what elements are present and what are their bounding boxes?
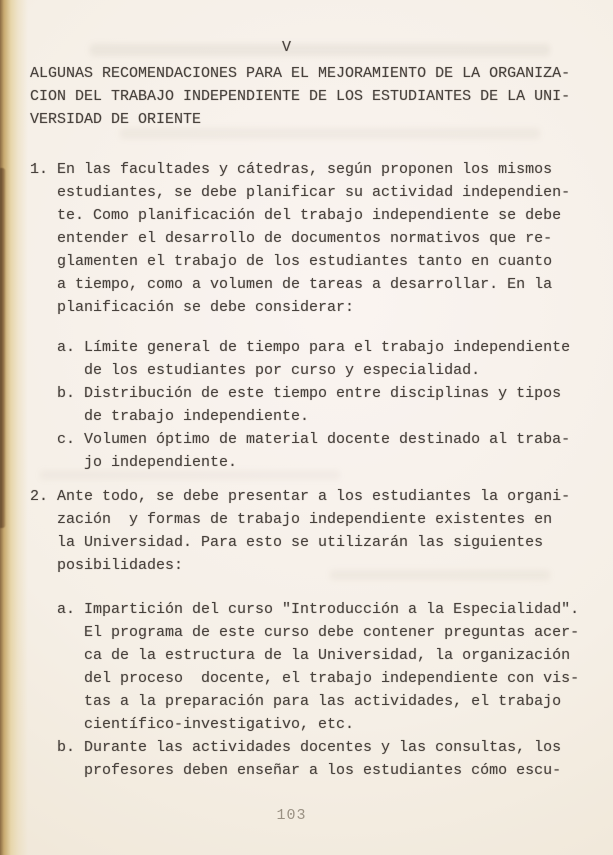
page-number: 103 xyxy=(276,807,307,824)
text-line: a. Límite general de tiempo para el trabajo independiente xyxy=(30,339,571,356)
document-title xyxy=(30,62,605,131)
text-line: a. Impartición del curso "Introducción a la Especialidad". xyxy=(30,601,580,618)
text-line: del proceso docente, el trabajo independiente con vis- xyxy=(30,670,580,687)
text-line: posibilidades: xyxy=(30,557,184,574)
text-line: científico-investigativo, etc. xyxy=(30,716,355,733)
text-line: a tiempo, como a volumen de tareas a desarrollar. En la xyxy=(30,276,553,293)
text-line: VERSIDAD DE ORIENTE xyxy=(30,111,202,128)
text-line: 1. En las facultades y cátedras, según proponen los mismos xyxy=(30,161,553,178)
text-line: El programa de este curso debe contener preguntas acer- xyxy=(30,624,580,641)
numbered-paragraph-1 xyxy=(30,158,605,319)
text-line: estudiantes, se debe planificar su actividad independien- xyxy=(30,184,571,201)
text-line: tas a la preparación para las actividades, el trabajo xyxy=(30,693,562,710)
text-line: de los estudiantes por curso y especialidad. xyxy=(30,362,481,379)
text-line: planificación se debe considerar: xyxy=(30,299,355,316)
text-line: CION DEL TRABAJO INDEPENDIENTE DE LOS ESTUDIANTES DE LA UNI- xyxy=(30,88,571,105)
text-line: b. Durante las actividades docentes y las consultas, los xyxy=(30,739,562,756)
text-line: c. Volumen óptimo de material docente destinado al traba- xyxy=(30,431,571,448)
text-line: 2. Ante todo, se debe presentar a los estudiantes la organi- xyxy=(30,488,571,505)
lettered-list-1 xyxy=(30,336,605,474)
chapter-number: V xyxy=(281,39,291,56)
text-line: ca de la estructura de la Universidad, la organización xyxy=(30,647,571,664)
text-line: entender el desarrollo de documentos normativos que re- xyxy=(30,230,553,247)
text-line: profesores deben enseñar a los estudiantes cómo escu- xyxy=(30,762,562,779)
text-line: glamenten el trabajo de los estudiantes tanto en cuanto xyxy=(30,253,553,270)
text-line: jo independiente. xyxy=(30,454,238,471)
text-line: de trabajo independiente. xyxy=(30,408,310,425)
text-line: te. Como planificación del trabajo independiente se debe xyxy=(30,207,562,224)
numbered-paragraph-2 xyxy=(30,485,605,577)
lettered-list-2 xyxy=(30,598,605,782)
text-line: ALGUNAS RECOMENDACIONES PARA EL MEJORAMIENTO DE LA ORGANIZA- xyxy=(30,65,571,82)
text-line: b. Distribución de este tiempo entre disciplinas y tipos xyxy=(30,385,562,402)
text-line: la Universidad. Para esto se utilizarán las siguientes xyxy=(30,534,544,551)
text-line: zación y formas de trabajo independiente existentes en xyxy=(30,511,553,528)
